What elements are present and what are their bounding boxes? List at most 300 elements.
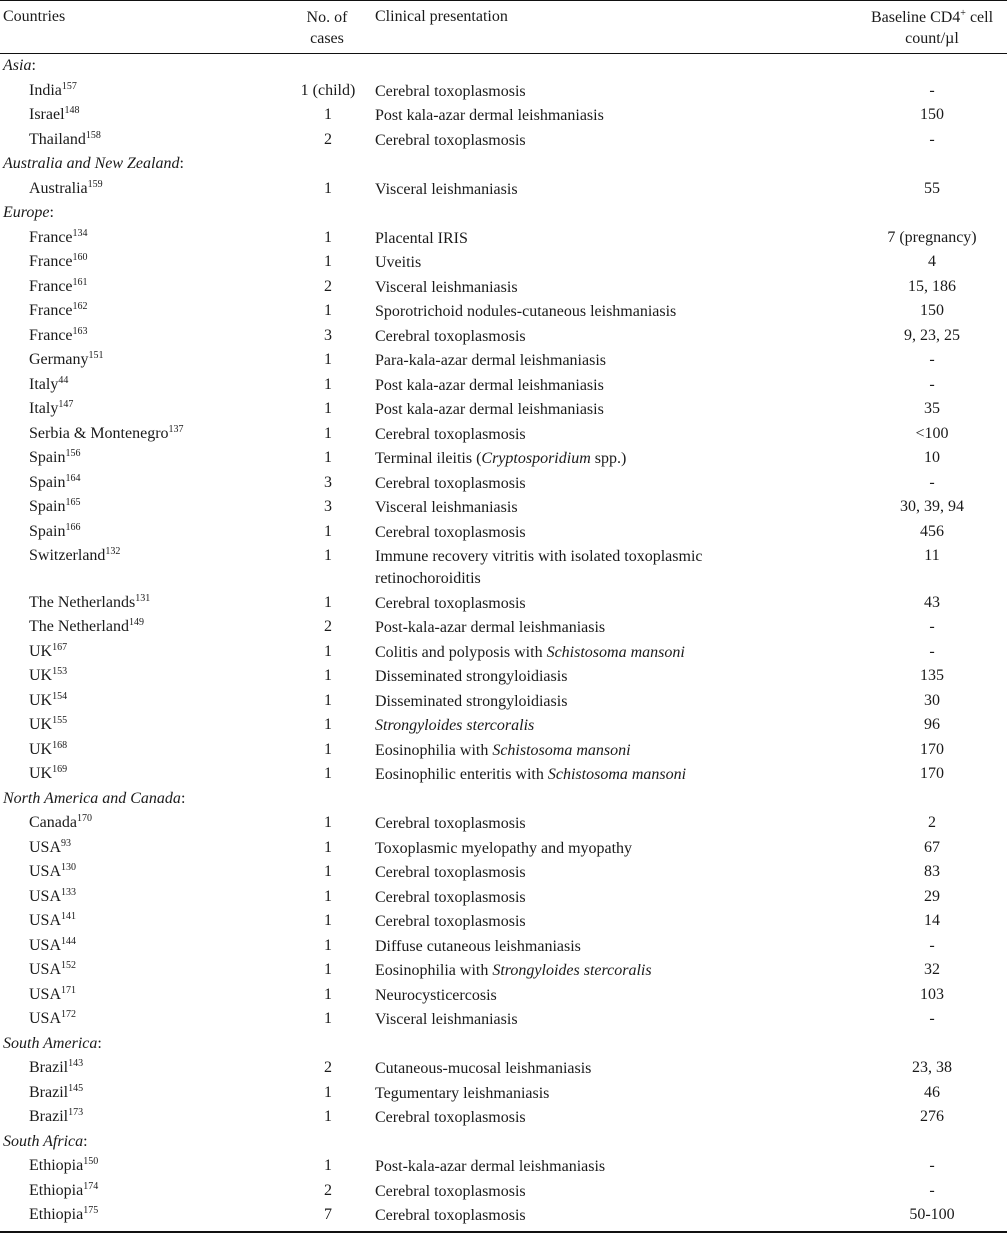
cd4-cell: - (929, 1157, 935, 1174)
clinical-text: Eosinophilia with (375, 962, 493, 979)
country-cell (29, 1156, 98, 1176)
clinical-cell (375, 130, 805, 152)
clinical-cell (375, 887, 805, 909)
clinical-text: Cerebral toxoplasmosis (375, 1109, 526, 1126)
cases-cell: 1 (324, 1010, 332, 1027)
table-row (0, 129, 1007, 153)
clinical-cell (375, 497, 805, 519)
country-name: France (29, 277, 73, 295)
reference-number: 149 (128, 617, 144, 628)
clinical-text: Post kala-azar dermal leishmaniasis (375, 401, 604, 418)
clinical-cell (375, 301, 805, 323)
table-row (0, 521, 1007, 545)
country-name: Serbia & Montenegro (29, 424, 169, 442)
reference-number: 150 (83, 1156, 99, 1167)
clinical-text: Diffuse cutaneous leishmaniasis (375, 937, 581, 955)
cd4-cell: 4 (928, 253, 936, 270)
clinical-text: Colitis and polyposis with (375, 643, 547, 661)
clinical-cell (375, 617, 805, 639)
region-colon: : (31, 57, 36, 74)
clinical-cell (375, 350, 805, 372)
country-name: UK (29, 667, 53, 684)
clinical-text: Post kala-azar dermal leishmaniasis (375, 376, 604, 394)
reference-number: 173 (68, 1107, 84, 1118)
reference-number: 134 (72, 227, 88, 239)
table-row (0, 1057, 1007, 1081)
region-name: South America (3, 1034, 98, 1052)
clinical-text: Cerebral toxoplasmosis (375, 594, 526, 612)
cases-cell: 1 (324, 228, 332, 246)
region-label (3, 1132, 88, 1152)
table-row (0, 935, 1007, 959)
table-row (0, 714, 1007, 738)
region-row (0, 788, 1007, 812)
country-cell (29, 617, 144, 637)
cases-cell: 2 (324, 277, 332, 295)
header-cases (296, 7, 358, 49)
cases-cell: 1 (324, 642, 332, 660)
table-row (0, 545, 1007, 591)
cd4-cell: 14 (924, 912, 940, 929)
clinical-text: Cerebral toxoplasmosis (375, 1182, 526, 1200)
cases-cell: 1 (324, 106, 332, 123)
reference-number: 168 (52, 739, 68, 751)
clinical-cell (375, 715, 805, 737)
country-name: Brazil (29, 1108, 69, 1125)
reference-number: 161 (72, 276, 88, 288)
country-cell (29, 326, 88, 346)
region-row (0, 1131, 1007, 1155)
table-row (0, 739, 1007, 763)
clinical-cell (375, 1083, 805, 1105)
clinical-text: Cerebral toxoplasmosis (375, 327, 526, 345)
table-row (0, 837, 1007, 861)
region-label (3, 1034, 102, 1054)
clinical-text: Visceral leishmaniasis (375, 499, 518, 516)
cases-cell: 1 (324, 740, 332, 758)
reference-number: 145 (68, 1082, 84, 1094)
table-top-rule (0, 0, 1007, 1)
cases-cell: 1 (324, 716, 332, 733)
cases-cell: 1 (324, 936, 332, 954)
cd4-cell: 10 (924, 449, 940, 466)
region-name: North America and Canada (3, 789, 181, 807)
table-row (0, 959, 1007, 983)
country-name: The Netherlands (29, 593, 136, 611)
reference-number: 162 (72, 301, 88, 312)
country-name: USA (29, 863, 62, 880)
cases-cell: 1 (child) (300, 81, 356, 99)
cases-cell: 1 (324, 691, 332, 709)
reference-number: 170 (76, 813, 92, 824)
cases-cell: 1 (324, 253, 332, 270)
reference-number: 167 (52, 641, 68, 653)
clinical-cell (375, 522, 805, 544)
clinical-cell (375, 228, 805, 250)
country-name: Spain (29, 449, 66, 466)
table-row (0, 641, 1007, 665)
country-cell (29, 985, 76, 1005)
table-row (0, 300, 1007, 324)
reference-number: 147 (58, 399, 74, 410)
reference-number: 163 (72, 325, 88, 337)
clinical-cell (375, 252, 805, 274)
clinical-text: Disseminated strongyloidiasis (375, 668, 568, 685)
clinical-cell (375, 448, 805, 470)
clinical-text: Tegumentary leishmaniasis (375, 1084, 550, 1102)
clinical-cell (375, 960, 805, 982)
country-name: UK (29, 740, 53, 758)
organism-name: Strongyloides stercoralis (492, 962, 652, 979)
table-row (0, 592, 1007, 616)
reference-number: 93 (61, 837, 72, 849)
country-cell (29, 1205, 98, 1225)
table-row (0, 80, 1007, 104)
country-name: Israel (29, 106, 65, 123)
country-cell (29, 960, 76, 980)
country-cell (29, 105, 80, 125)
cd4-cell: <100 (915, 424, 949, 442)
header-cd4-line1: Baseline CD4 (870, 9, 961, 26)
header-cases-line2: cases (310, 30, 344, 47)
reference-number: 133 (61, 886, 77, 898)
country-cell (29, 301, 88, 321)
region-row (0, 1033, 1007, 1057)
cd4-cell: 103 (920, 985, 944, 1003)
country-name: Spain (29, 473, 66, 491)
cases-cell: 2 (324, 130, 332, 148)
table-row (0, 374, 1007, 398)
header-clinical-presentation: Clinical presentation (375, 8, 508, 25)
table-row (0, 763, 1007, 787)
table-row (0, 398, 1007, 422)
country-cell (29, 813, 92, 833)
table-row (0, 447, 1007, 471)
cd4-cell: 7 (pregnancy) (887, 228, 977, 246)
country-cell (29, 1058, 83, 1078)
cd4-cell: 96 (924, 716, 940, 733)
cd4-cell: 67 (924, 838, 940, 856)
cases-cell: 1 (324, 838, 332, 856)
clinical-cell (375, 1205, 805, 1227)
clinical-text: Visceral leishmaniasis (375, 180, 518, 198)
country-cell (29, 936, 76, 956)
table-row (0, 1008, 1007, 1032)
country-cell (29, 424, 184, 444)
cases-cell: 1 (324, 179, 332, 197)
cases-cell: 1 (324, 887, 332, 905)
clinical-cell (375, 81, 805, 103)
clinical-cell (375, 813, 805, 835)
country-cell (29, 522, 80, 542)
country-name: Brazil (29, 1059, 69, 1076)
region-colon: : (83, 1132, 88, 1150)
reference-number: 154 (52, 690, 68, 702)
country-name: USA (29, 985, 62, 1003)
country-cell (29, 546, 120, 566)
clinical-cell (375, 546, 805, 590)
organism-name: Cryptosporidium (481, 450, 591, 467)
table-row (0, 1106, 1007, 1130)
cases-cell: 1 (324, 863, 332, 880)
cases-cell: 7 (324, 1206, 332, 1223)
region-name: Asia (3, 57, 32, 74)
country-name: France (29, 253, 73, 270)
country-name: Australia (29, 179, 88, 197)
country-name: USA (29, 838, 62, 856)
cd4-cell: 23, 38 (912, 1059, 952, 1076)
reference-number: 175 (83, 1205, 99, 1216)
clinical-text: Post-kala-azar dermal leishmaniasis (375, 619, 606, 636)
clinical-text: Cerebral toxoplasmosis (375, 131, 526, 149)
cases-cell: 1 (324, 765, 332, 782)
header-cd4-sup: + (960, 8, 966, 19)
table-row (0, 496, 1007, 520)
clinical-text: Eosinophilic enteritis with (375, 766, 548, 783)
country-cell (29, 81, 77, 101)
reference-number: 157 (61, 80, 77, 92)
reference-number: 172 (61, 1009, 77, 1020)
clinical-cell (375, 399, 805, 421)
clinical-text: Para-kala-azar dermal leishmaniasis (375, 352, 606, 369)
country-cell (29, 740, 67, 760)
organism-name: Schistosoma mansoni (492, 741, 631, 759)
reference-number: 141 (61, 911, 77, 922)
cases-cell: 2 (324, 1181, 332, 1199)
cd4-cell: - (929, 618, 935, 635)
country-name: France (29, 302, 73, 319)
reference-number: 148 (64, 105, 80, 116)
reference-number: 131 (135, 592, 151, 604)
table-row (0, 1204, 1007, 1228)
clinical-text: Disseminated strongyloidiasis (375, 692, 568, 710)
header-baseline-cd4 (858, 7, 1006, 49)
country-cell (29, 862, 76, 882)
header-countries: Countries (3, 8, 66, 25)
reference-number: 174 (83, 1180, 99, 1192)
table-row (0, 886, 1007, 910)
organism-name: Schistosoma mansoni (547, 766, 687, 783)
table-row (0, 690, 1007, 714)
clinical-text: Neurocysticercosis (375, 986, 497, 1004)
cases-cell: 1 (324, 593, 332, 611)
clinical-text: Cerebral toxoplasmosis (375, 913, 526, 930)
table-row (0, 616, 1007, 640)
cd4-cell: - (929, 642, 935, 660)
cd4-cell: 150 (920, 302, 944, 319)
cases-cell: 1 (324, 375, 332, 393)
cd4-cell: 456 (920, 522, 944, 540)
cases-cell: 1 (324, 961, 332, 978)
country-cell (29, 277, 88, 297)
country-cell (29, 887, 76, 907)
clinical-cell (375, 424, 805, 446)
table-row (0, 472, 1007, 496)
reference-number: 130 (61, 862, 77, 873)
country-name: Italy (29, 400, 59, 417)
reference-number: 171 (61, 984, 77, 996)
clinical-cell (375, 593, 805, 615)
region-row (0, 153, 1007, 177)
country-name: USA (29, 936, 62, 954)
cd4-cell: 2 (928, 814, 936, 831)
clinical-text: Cerebral toxoplasmosis (375, 864, 526, 881)
clinical-text: Cerebral toxoplasmosis (375, 425, 526, 443)
clinical-text: Visceral leishmaniasis (375, 278, 518, 296)
cases-cell: 1 (324, 449, 332, 466)
country-cell (29, 350, 104, 370)
clinical-text: Cerebral toxoplasmosis (375, 82, 526, 100)
country-name: India (29, 81, 62, 99)
cd4-cell: - (929, 473, 935, 491)
reference-number: 132 (105, 546, 121, 557)
clinical-text: Immune recovery vitritis with isolated toxoplasmic retinochoroiditis (375, 548, 703, 587)
country-cell (29, 399, 73, 419)
cd4-cell: 83 (924, 863, 940, 880)
clinical-cell (375, 911, 805, 933)
clinical-text: Cerebral toxoplasmosis (375, 815, 526, 832)
table-row (0, 910, 1007, 934)
country-cell (29, 497, 80, 517)
country-cell (29, 448, 80, 468)
clinical-cell (375, 985, 805, 1007)
cd4-cell: 50-100 (909, 1206, 955, 1223)
clinical-cell (375, 936, 805, 958)
country-name: USA (29, 887, 62, 905)
clinical-text: Cutaneous-mucosal leishmaniasis (375, 1060, 592, 1077)
cd4-cell: - (929, 936, 935, 954)
clinical-text: Terminal ileitis ( (375, 450, 482, 467)
country-cell (29, 838, 71, 858)
cd4-cell: 170 (920, 740, 944, 758)
region-colon: : (179, 155, 184, 172)
country-name: Switzerland (29, 547, 106, 564)
country-name: France (29, 326, 73, 344)
cases-cell: 1 (324, 985, 332, 1003)
region-name: South Africa (3, 1132, 84, 1150)
country-name: Italy (29, 375, 59, 393)
country-name: Ethiopia (29, 1206, 84, 1223)
reference-number: 152 (61, 960, 77, 971)
cd4-cell: - (929, 1181, 935, 1199)
country-cell (29, 715, 67, 735)
country-name: UK (29, 691, 53, 709)
cases-cell: 1 (324, 302, 332, 319)
cases-cell: 3 (324, 498, 332, 515)
cd4-cell: 30 (924, 691, 940, 709)
country-cell (29, 473, 80, 493)
country-cell (29, 375, 68, 395)
clinical-cell (375, 375, 805, 397)
country-name: UK (29, 642, 53, 660)
cd4-cell: 30, 39, 94 (900, 498, 964, 515)
region-colon: : (49, 204, 54, 221)
clinical-cell (375, 642, 805, 664)
reference-number: 166 (65, 521, 81, 533)
region-label (3, 789, 185, 809)
country-name: The Netherland (29, 618, 129, 635)
clinical-cell (375, 105, 805, 127)
country-name: Spain (29, 498, 66, 515)
clinical-cell (375, 764, 805, 786)
reference-number: 160 (72, 252, 88, 263)
table-row (0, 1180, 1007, 1204)
country-name: Germany (29, 351, 89, 368)
country-name: USA (29, 912, 62, 929)
clinical-cell (375, 838, 805, 860)
clinical-text: Toxoplasmic myelopathy and myopathy (375, 839, 633, 857)
cd4-cell: 32 (924, 961, 940, 978)
region-row (0, 202, 1007, 226)
header-cd4-line2: count/µl (905, 30, 959, 47)
header-cases-line1: No. of (306, 9, 348, 26)
cd4-cell: 150 (920, 106, 944, 123)
header-rule (0, 53, 1007, 54)
cd4-cell: 15, 186 (908, 277, 956, 295)
cd4-cell: 43 (924, 593, 940, 611)
table-row (0, 1155, 1007, 1179)
cd4-cell: 46 (924, 1083, 940, 1101)
country-cell (29, 1107, 83, 1127)
country-name: UK (29, 716, 53, 733)
cd4-cell: 29 (924, 887, 940, 905)
reference-number: 143 (68, 1058, 84, 1069)
country-cell (29, 1009, 76, 1029)
country-cell (29, 228, 88, 248)
region-name: Australia and New Zealand (3, 155, 180, 172)
reference-number: 169 (52, 764, 68, 775)
clinical-text: spp.) (590, 450, 627, 467)
country-name: Canada (29, 814, 77, 831)
clinical-cell (375, 740, 805, 762)
table-row (0, 812, 1007, 836)
clinical-cell (375, 691, 805, 713)
clinical-text: Eosinophilia with (375, 741, 493, 759)
cases-cell: 3 (324, 326, 332, 344)
cases-cell: 1 (324, 400, 332, 417)
region-label (3, 154, 184, 174)
reference-number: 144 (61, 935, 77, 947)
reference-number: 151 (88, 350, 104, 361)
clinical-cell (375, 1058, 805, 1080)
cd4-cell: 35 (924, 400, 940, 417)
cases-cell: 2 (324, 618, 332, 635)
clinical-text: Post-kala-azar dermal leishmaniasis (375, 1158, 606, 1175)
reference-number: 165 (65, 497, 81, 508)
clinical-cell (375, 1009, 805, 1031)
country-name: UK (29, 765, 53, 782)
reference-number: 164 (65, 472, 81, 484)
region-row (0, 55, 1007, 79)
cases-cell: 1 (324, 1157, 332, 1174)
clinical-cell (375, 473, 805, 495)
cases-cell: 2 (324, 1059, 332, 1076)
table-bottom-rule (0, 1231, 1007, 1233)
cases-cell: 1 (324, 814, 332, 831)
reference-number: 156 (65, 448, 81, 459)
cases-cell: 1 (324, 1108, 332, 1125)
cd4-cell: - (929, 375, 935, 393)
table-row (0, 178, 1007, 202)
clinical-cell (375, 277, 805, 299)
organism-name: Schistosoma mansoni (546, 643, 685, 661)
table-row (0, 251, 1007, 275)
table-row (0, 227, 1007, 251)
clinical-text: Cerebral toxoplasmosis (375, 474, 526, 492)
cases-cell: 3 (324, 473, 332, 491)
cd4-cell: 9, 23, 25 (904, 326, 960, 344)
cd4-cell: - (929, 351, 935, 368)
